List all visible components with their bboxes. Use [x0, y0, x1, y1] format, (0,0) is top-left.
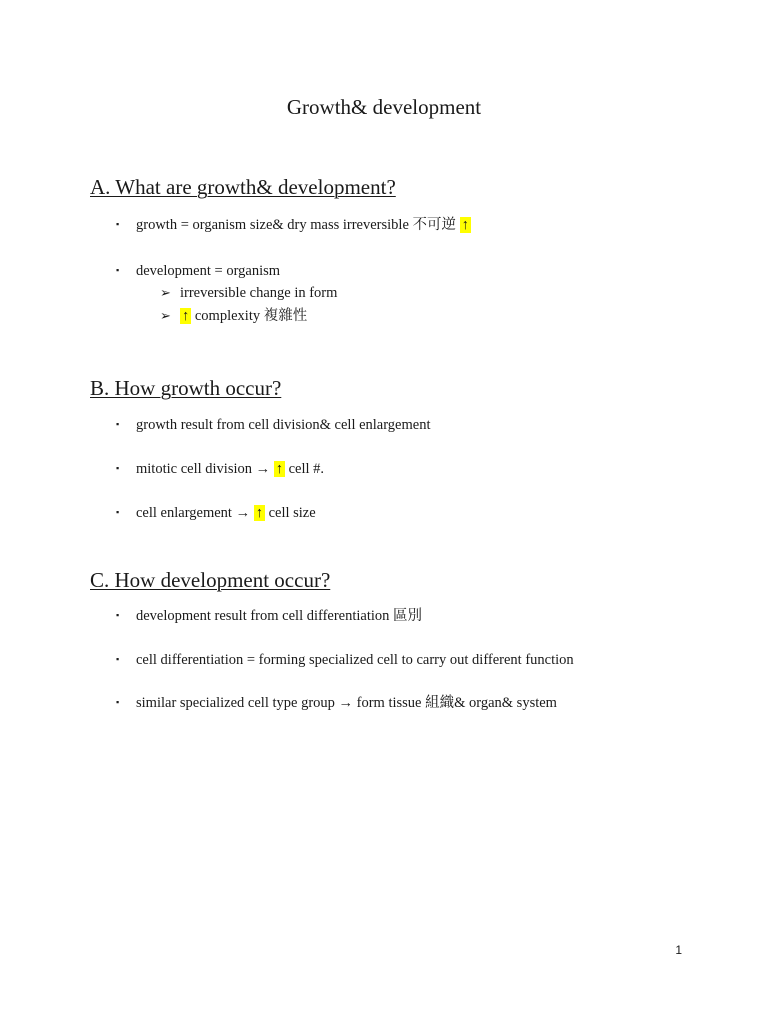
list-item — [116, 414, 431, 435]
sub-list-item — [160, 283, 337, 303]
section-a-heading: A. What are growth& development? — [90, 175, 396, 199]
up-arrow-highlight: ↑ — [461, 217, 469, 233]
item-text: cell #. — [285, 461, 325, 477]
section-b-heading: B. How growth occur? — [90, 376, 282, 400]
bullet-marker: ▪ — [116, 610, 120, 620]
item-text: development result from cell differentiation 區別 — [136, 608, 423, 624]
item-text: complexity 複雜性 — [191, 308, 308, 324]
up-arrow-highlight: ↑ — [255, 505, 263, 521]
bullet-marker: ▪ — [116, 507, 120, 517]
bullet-marker: ▪ — [116, 419, 120, 429]
list-item — [116, 260, 280, 281]
bullet-marker: ▪ — [116, 265, 120, 275]
up-arrow-highlight: ↑ — [182, 308, 190, 324]
item-text: cell enlargement → — [136, 505, 254, 521]
item-text: development = organism — [136, 263, 281, 279]
item-text: mitotic cell division → — [136, 461, 274, 477]
bullet-marker: ▪ — [116, 697, 120, 707]
arrow-bullet-icon: ➢ — [160, 285, 171, 300]
bullet-marker: ▪ — [116, 463, 120, 473]
page-number: 1 — [675, 943, 682, 957]
page-title: Growth& development — [286, 95, 482, 119]
item-text: growth result from cell division& cell enlargement — [136, 417, 431, 433]
arrow-bullet-icon: ➢ — [160, 308, 171, 323]
list-item — [116, 605, 422, 626]
item-text: irreversible change in form — [180, 285, 338, 301]
list-item — [116, 692, 557, 713]
bullet-marker: ▪ — [116, 654, 120, 664]
list-item — [116, 649, 574, 670]
item-text: cell differentiation = forming specialized cell to carry out different function — [136, 652, 574, 668]
section-c-heading: C. How development occur? — [90, 568, 331, 592]
list-item — [116, 214, 471, 235]
item-text: growth = organism size& dry mass irreversible 不可逆 — [136, 217, 460, 233]
item-text: similar specialized cell type group → form tissue 組織& organ& system — [136, 695, 557, 711]
item-text: cell size — [264, 505, 316, 521]
sub-list-item — [160, 306, 307, 326]
list-item — [116, 458, 324, 479]
bullet-marker: ▪ — [116, 219, 120, 229]
up-arrow-highlight: ↑ — [275, 461, 283, 477]
list-item — [116, 502, 316, 523]
